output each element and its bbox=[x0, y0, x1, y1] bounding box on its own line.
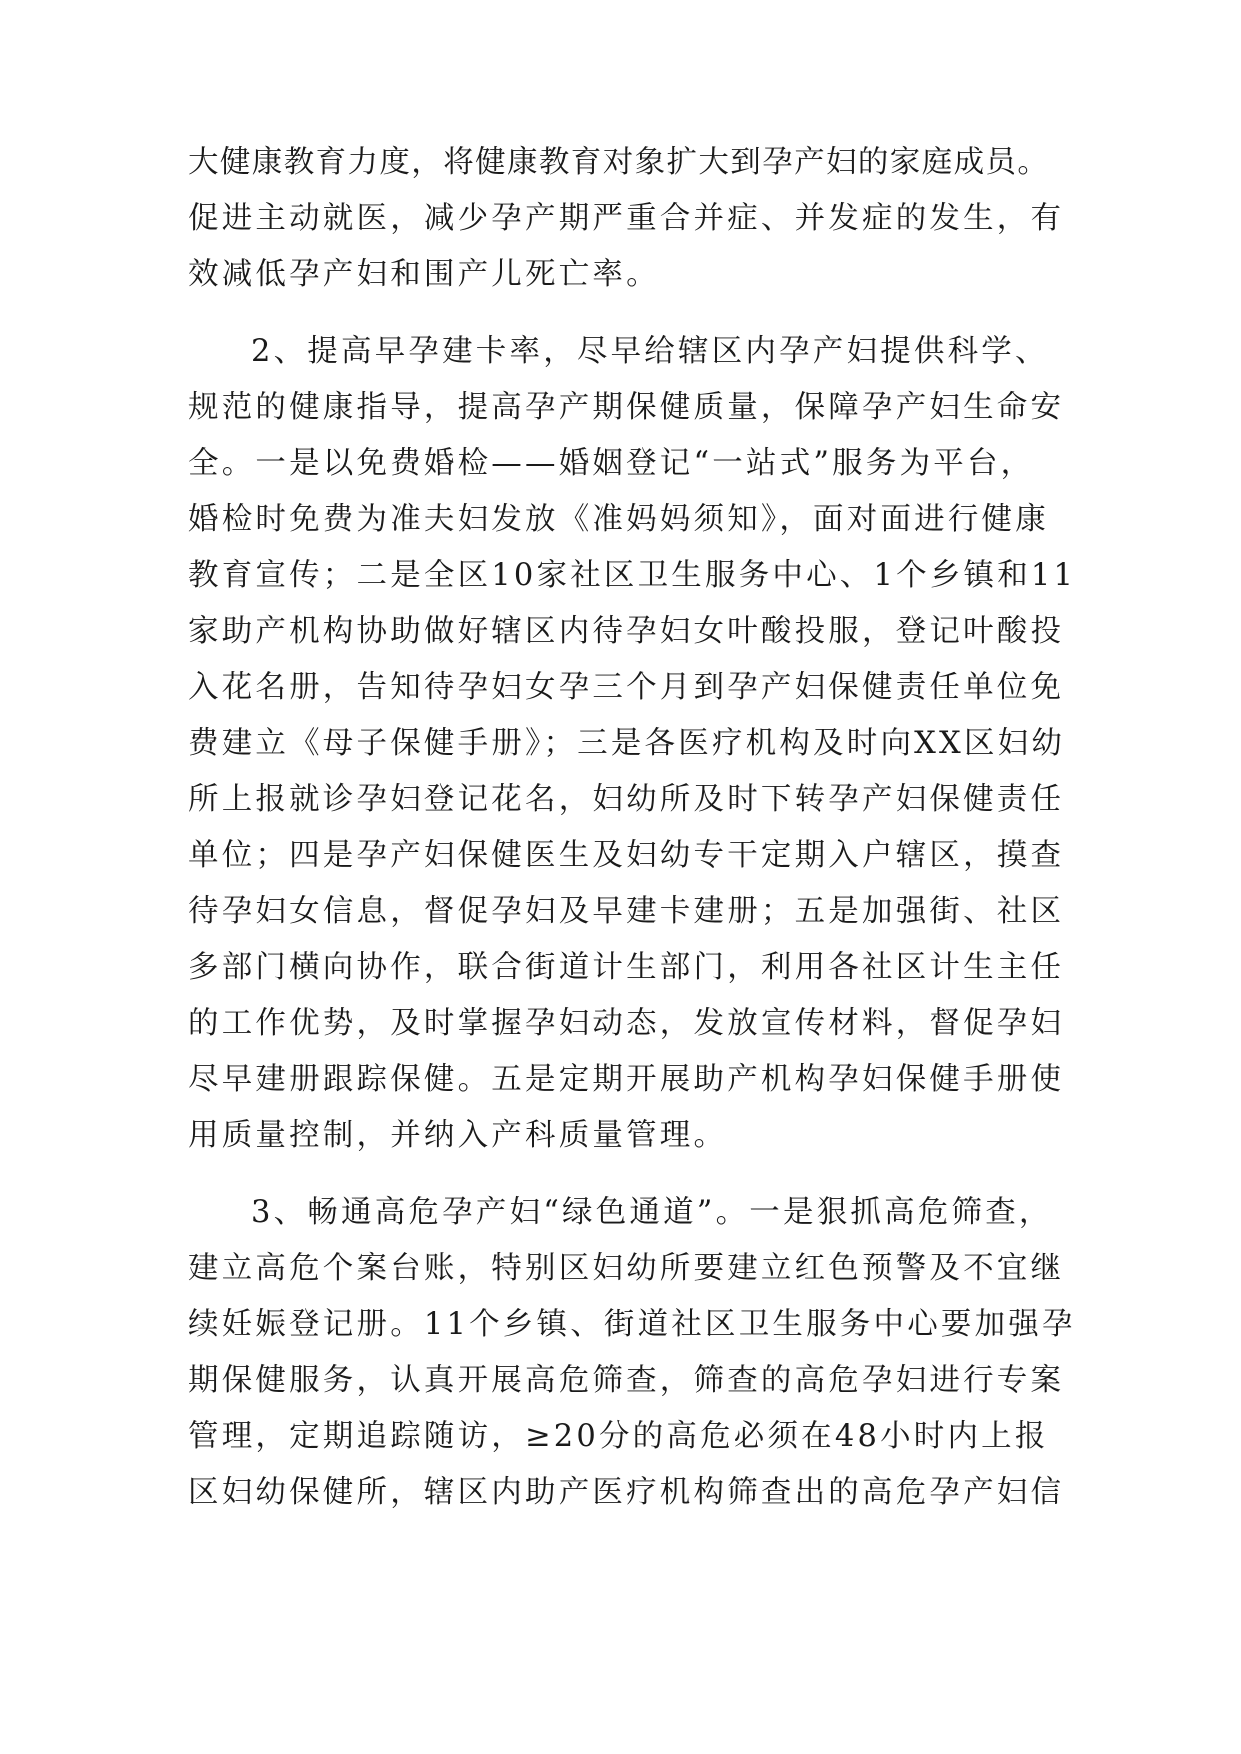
paragraph-2-start: 2、提高早孕建卡率，尽早给辖区内孕产妇提供科学、 bbox=[251, 334, 1049, 369]
text-line: 待孕妇女信息，督促孕妇及早建卡建册；五是加强街、社区 bbox=[188, 894, 1065, 929]
text-line: 促进主动就医，减少孕产期严重合并症、并发症的发生，有 bbox=[188, 201, 1065, 236]
text-line: 效减低孕产妇和围产儿死亡率。 bbox=[188, 257, 660, 292]
text-line: 建立高危个案台账，特别区妇幼所要建立红色预警及不宜继 bbox=[188, 1251, 1065, 1286]
text-line: 期保健服务，认真开展高危筛查，筛查的高危孕妇进行专案 bbox=[188, 1363, 1065, 1398]
text-line: 区妇幼保健所，辖区内助产医疗机构筛查出的高危孕产妇信 bbox=[188, 1475, 1065, 1510]
text-line: 的工作优势，及时掌握孕妇动态，发放宣传材料，督促孕妇 bbox=[188, 1006, 1065, 1041]
text-line: 教育宣传；二是全区10家社区卫生服务中心、1个乡镇和11 bbox=[188, 558, 1077, 593]
text-line: 费建立《母子保健手册》；三是各医疗机构及时向XX区妇幼 bbox=[188, 726, 1066, 761]
text-line: 大健康教育力度，将健康教育对象扩大到孕产妇的家庭成员。 bbox=[188, 145, 1050, 180]
text-line: 续妊娠登记册。11个乡镇、街道社区卫生服务中心要加强孕 bbox=[188, 1307, 1076, 1342]
text-line: 尽早建册跟踪保健。五是定期开展助产机构孕妇保健手册使 bbox=[188, 1062, 1065, 1097]
text-line: 家助产机构协助做好辖区内待孕妇女叶酸投服，登记叶酸投 bbox=[188, 614, 1065, 649]
text-line: 全。一是以免费婚检——婚姻登记“一站式”服务为平台， bbox=[188, 446, 1035, 481]
text-line: 单位；四是孕产妇保健医生及妇幼专干定期入户辖区，摸查 bbox=[188, 838, 1065, 873]
text-line: 多部门横向协作，联合街道计生部门，利用各社区计生主任 bbox=[188, 950, 1065, 985]
text-line: 入花名册，告知待孕妇女孕三个月到孕产妇保健责任单位免 bbox=[188, 670, 1065, 705]
text-line: 管理，定期追踪随访，≥20分的高危必须在48小时内上报 bbox=[188, 1419, 1049, 1454]
text-line: 规范的健康指导，提高孕产期保健质量，保障孕产妇生命安 bbox=[188, 390, 1065, 425]
paragraph-3-start: 3、畅通高危孕产妇“绿色通道”。一是狠抓高危筛查， bbox=[251, 1195, 1053, 1230]
text-line: 所上报就诊孕妇登记花名，妇幼所及时下转孕产妇保健责任 bbox=[188, 782, 1065, 817]
text-line: 婚检时免费为准夫妇发放《准妈妈须知》，面对面进行健康 bbox=[188, 502, 1049, 537]
text-line: 用质量控制，并纳入产科质量管理。 bbox=[188, 1118, 728, 1153]
